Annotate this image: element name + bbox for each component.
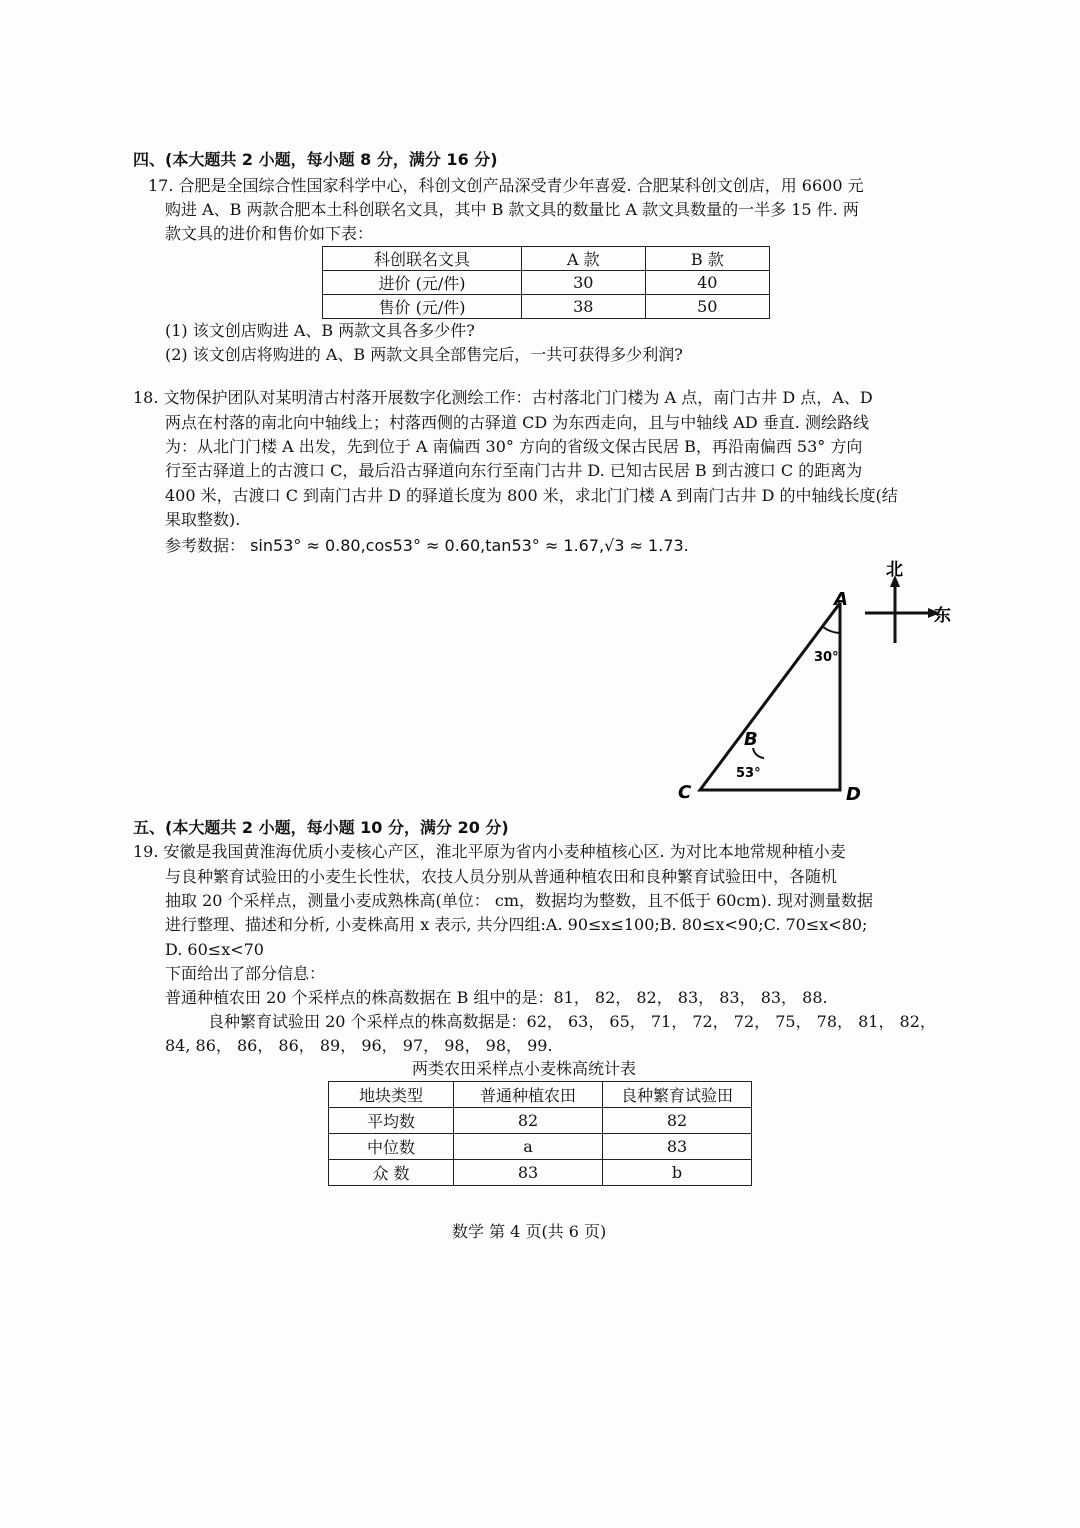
q19-line: 抽取 20 个采样点，测量小麦成熟株高(单位： cm，数据均为整数，且不低于 60cm). 现对测量数据 bbox=[165, 891, 873, 910]
label-C: C bbox=[678, 782, 692, 803]
q17-line: 17. 合肥是全国综合性国家科学中心，科创文创产品深受青少年喜爱. 合肥某科创文创店，用 6600 元 bbox=[148, 176, 864, 195]
north-label: 北 bbox=[886, 560, 903, 580]
table-cell: 中位数 bbox=[329, 1134, 454, 1160]
q19-line: 19. 安徽是我国黄淮海优质小麦核心产区，淮北平原为省内小麦种植核心区. 为对比本地常规种植小麦 bbox=[133, 842, 846, 861]
table-cell: 进价 (元/件) bbox=[323, 271, 522, 295]
table-cell: 30 bbox=[522, 271, 646, 295]
table-header: B 款 bbox=[645, 247, 769, 271]
q17-sub: (2) 该文创店将购进的 A、B 两款文具全部售完后，一共可获得多少利润? bbox=[165, 345, 683, 364]
east-label: 东 bbox=[934, 606, 951, 626]
label-A: A bbox=[834, 589, 848, 610]
table-cell: 众 数 bbox=[329, 1160, 454, 1186]
q19-line: 与良种繁育试验田的小麦生长性状，农技人员分别从普通种植农田和良种繁育试验田中，各随机 bbox=[165, 867, 838, 886]
q19-line: D. 60≤x<70 bbox=[165, 940, 264, 959]
section4-header: 四、(本大题共 2 小题，每小题 8 分，满分 16 分) bbox=[133, 150, 498, 169]
table-cell: 82 bbox=[603, 1108, 752, 1134]
label-D: D bbox=[846, 784, 861, 805]
table-cell: 售价 (元/件) bbox=[323, 295, 522, 319]
table-header: 科创联名文具 bbox=[323, 247, 522, 271]
q18-reference: 参考数据： sin53° ≈ 0.80,cos53° ≈ 0.60,tan53° ≈ 1.67,√3 ≈ 1.73. bbox=[165, 536, 689, 555]
angle-30: 30° bbox=[814, 650, 839, 665]
triangle-lines bbox=[700, 603, 840, 790]
table-cell: a bbox=[454, 1134, 603, 1160]
q17-sub: (1) 该文创店购进 A、B 两款文具各多少件? bbox=[165, 321, 475, 340]
q18-line: 400 米，古渡口 C 到南门古井 D 的驿道长度为 800 米，求北门门楼 A 到南门古井 D 的中轴线长度(结 bbox=[165, 486, 898, 505]
triangle-figure bbox=[660, 555, 980, 815]
q18-line: 行至古驿道上的古渡口 C，最后沿古驿道向东行至南门古井 D. 已知古民居 B 到古渡口 C 的距离为 bbox=[165, 461, 863, 480]
table-cell: 40 bbox=[645, 271, 769, 295]
label-B: B bbox=[744, 729, 758, 750]
table-header: 地块类型 bbox=[329, 1082, 454, 1108]
q18-line: 为：从北门门楼 A 出发，先到位于 A 南偏西 30° 方向的省级文保古民居 B，再沿南偏西 53° 方向 bbox=[165, 437, 863, 456]
angle-arc bbox=[823, 627, 840, 633]
q18-line: 两点在村落的南北向中轴线上；村落西侧的古驿道 CD 为东西走向，且与中轴线 AD 垂直. 测绘路线 bbox=[165, 413, 869, 432]
table-cell: 平均数 bbox=[329, 1108, 454, 1134]
q18-line: 18. 文物保护团队对某明清古村落开展数字化测绘工作：古村落北门门楼为 A 点，南门古井 D 点，A、D bbox=[133, 388, 873, 407]
q19-line: 84, 86， 86， 86， 89， 96， 97， 98， 98， 99. bbox=[165, 1036, 553, 1055]
angle-53: 53° bbox=[736, 766, 761, 781]
table-cell: 82 bbox=[454, 1108, 603, 1134]
section5-header: 五、(本大题共 2 小题，每小题 10 分，满分 20 分) bbox=[133, 818, 509, 837]
q17-line: 购进 A、B 两款合肥本土科创联名文具，其中 B 款文具的数量比 A 款文具数量的一半多 15 件. 两 bbox=[165, 200, 859, 219]
table-header: 普通种植农田 bbox=[454, 1082, 603, 1108]
table-cell: 83 bbox=[454, 1160, 603, 1186]
q18-line: 果取整数). bbox=[165, 510, 241, 529]
table-cell: 38 bbox=[522, 295, 646, 319]
table-cell: 83 bbox=[603, 1134, 752, 1160]
q19-line: 良种繁育试验田 20 个采样点的株高数据是：62， 63， 65， 71， 72， 72， 75， 78， 81， 82， bbox=[208, 1012, 936, 1031]
stats-table bbox=[328, 1081, 752, 1186]
price-table bbox=[322, 246, 770, 319]
table-header: A 款 bbox=[522, 247, 646, 271]
table-cell: 50 bbox=[645, 295, 769, 319]
table-cell: b bbox=[603, 1160, 752, 1186]
q19-line: 下面给出了部分信息： bbox=[165, 964, 326, 983]
q19-line: 普通种植农田 20 个采样点的株高数据在 B 组中的是：81， 82， 82， 83， 83， 83， 88. bbox=[165, 988, 828, 1007]
q19-line: 进行整理、描述和分析, 小麦株高用 x 表示, 共分四组:A. 90≤x≤100;B. 80≤x<90;C. 70≤x<80; bbox=[165, 915, 868, 934]
q17-line: 款文具的进价和售价如下表： bbox=[165, 224, 374, 243]
page-footer: 数学 第 4 页(共 6 页) bbox=[452, 1222, 607, 1241]
stats-table-title: 两类农田采样点小麦株高统计表 bbox=[412, 1059, 637, 1078]
table-header: 良种繁育试验田 bbox=[603, 1082, 752, 1108]
